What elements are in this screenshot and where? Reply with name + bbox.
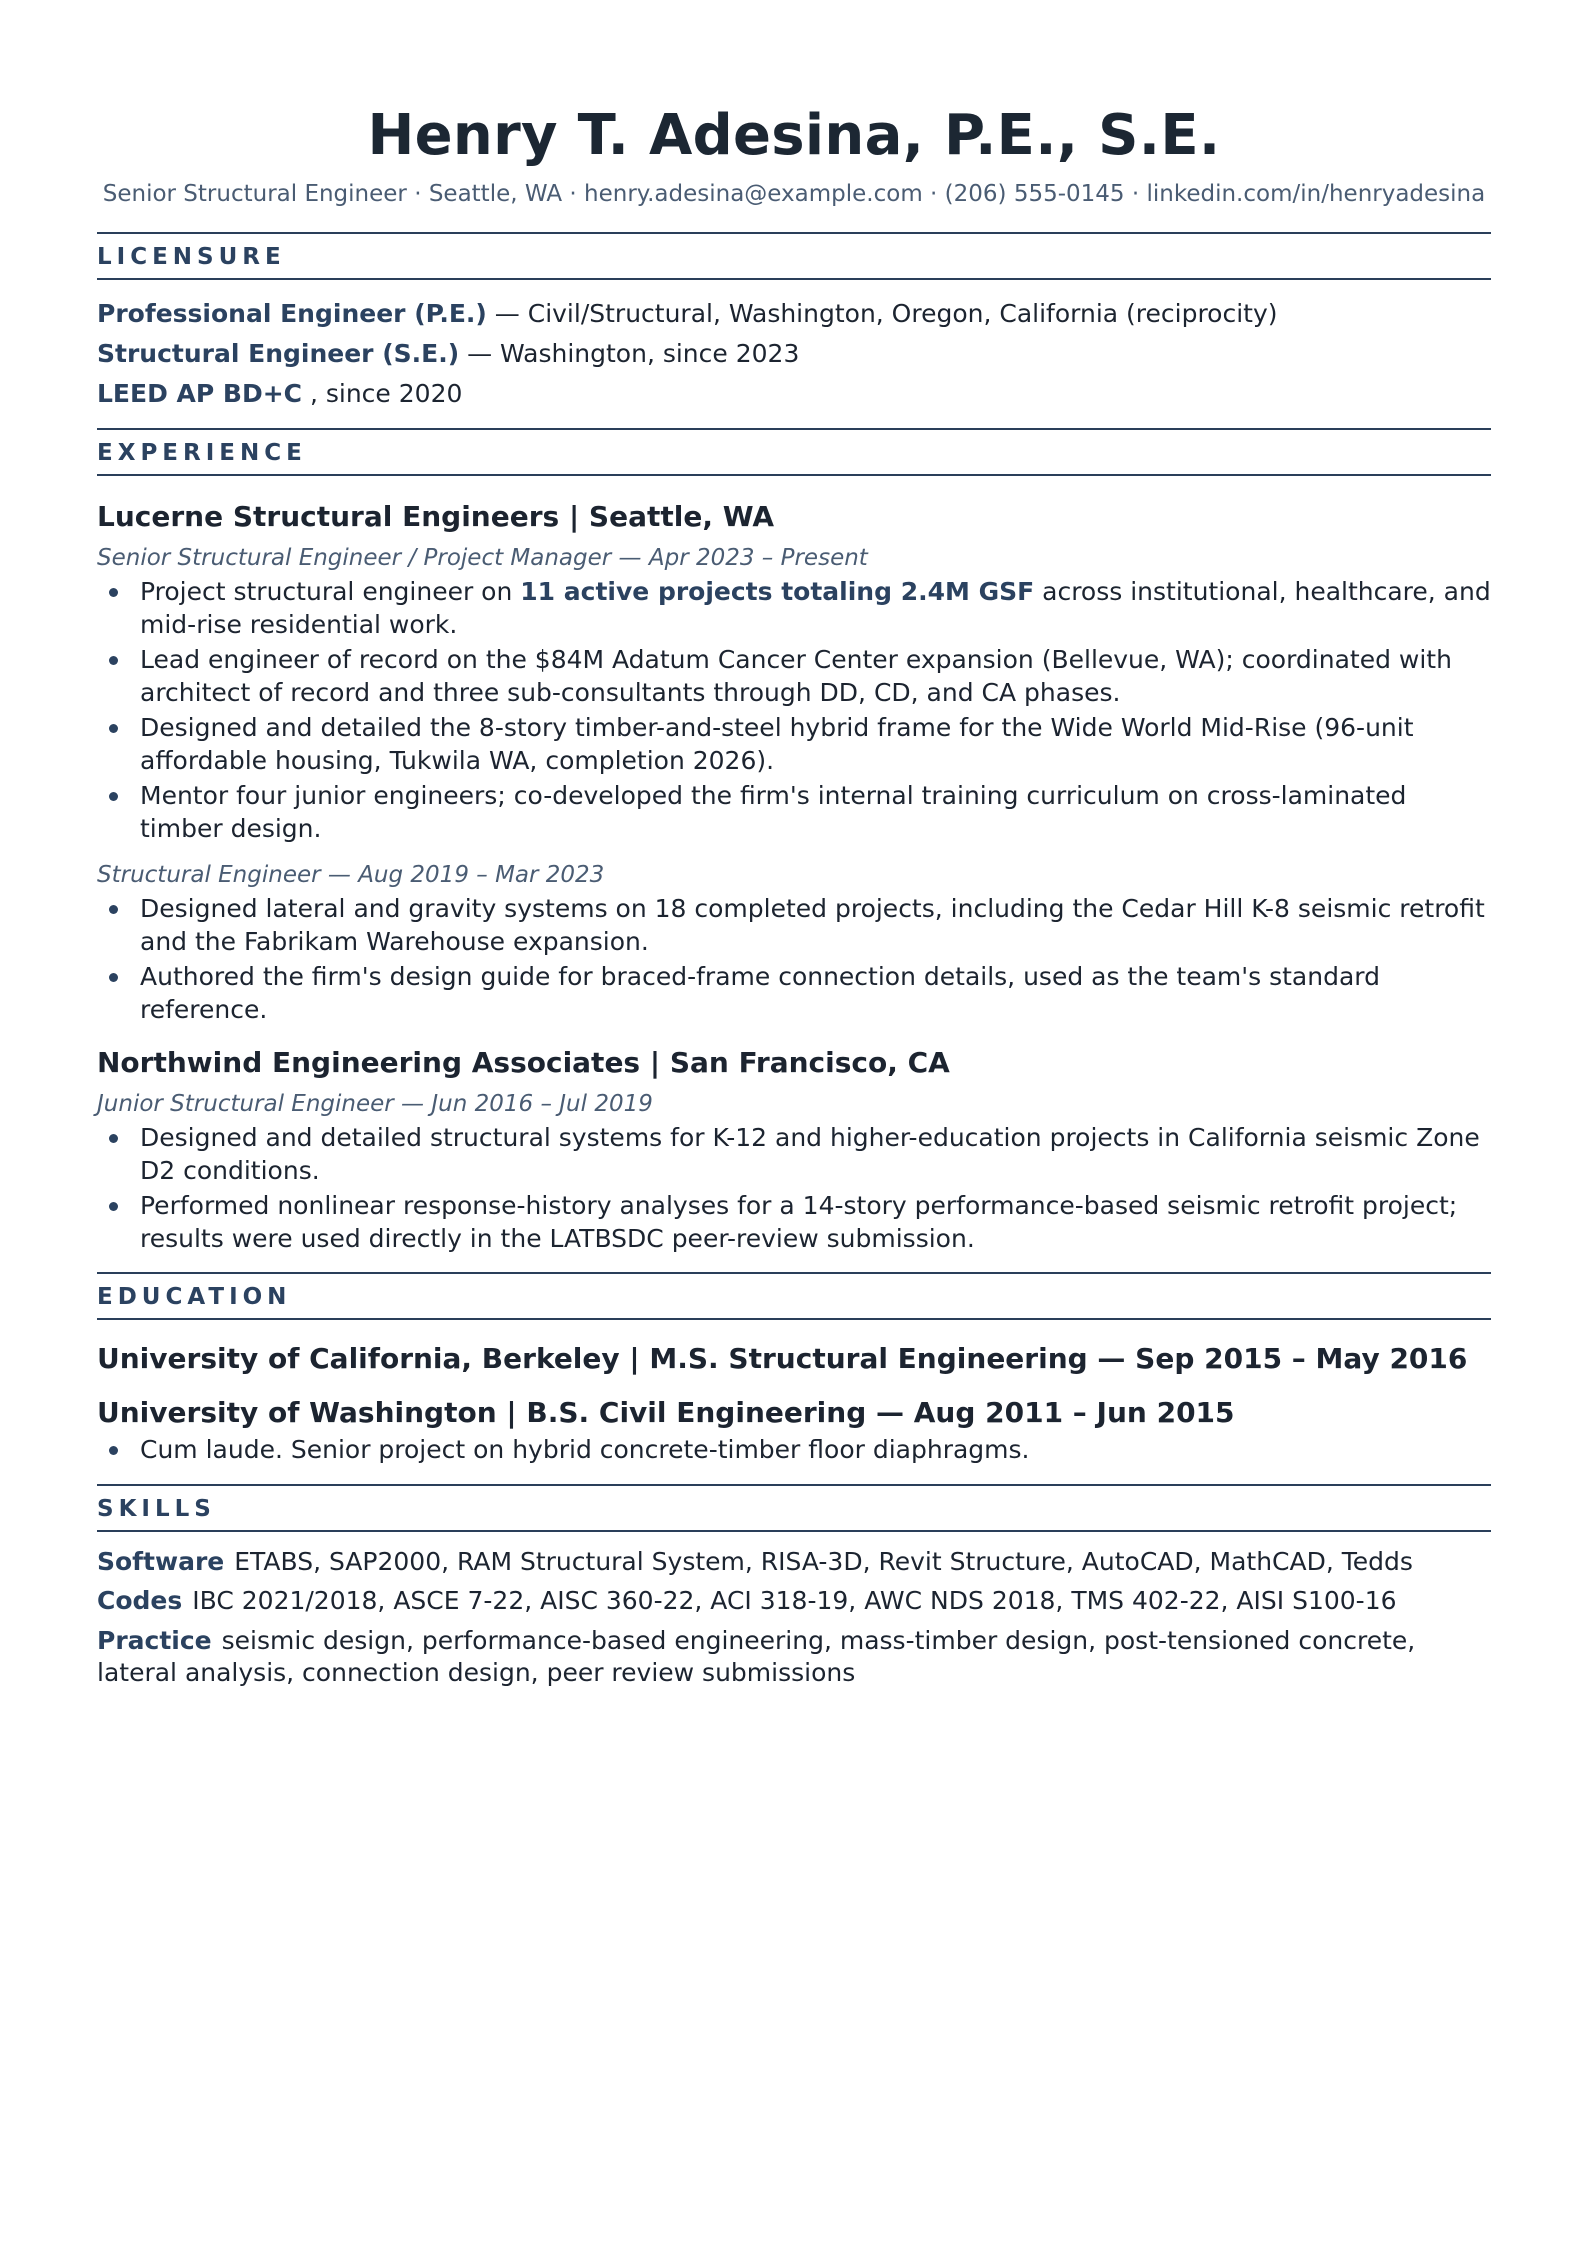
education-section [97, 1320, 1491, 1484]
skills-section-header [97, 1484, 1491, 1532]
license-item [97, 294, 1491, 334]
candidate-name: Henry T. Adesina, P.E., S.E. [367, 103, 1221, 168]
education-entry: University of California, Berkeley | M.S. Structural Engineering — Sep 2015 – May 2016 [97, 1342, 1468, 1375]
licensure-section [97, 280, 1491, 428]
skill-row-software [97, 1546, 1491, 1579]
list-item: Designed lateral and gravity systems on 18 completed projects, including the Cedar Hill K-8 seismic retrofit and the Fabrikam Warehouse expansion. [140, 893, 1491, 958]
bullet-text: Project structural engineer on [140, 577, 521, 606]
license-name: Structural Engineer (S.E.) [97, 339, 460, 368]
license-detail: — Civil/Structural, Washington, Oregon, California (reciprocity) [486, 299, 1278, 328]
list-item [140, 576, 1491, 641]
bullet-list [97, 576, 1491, 845]
section-title-licensure: LICENSURE [97, 244, 286, 270]
list-item: Cum laude. Senior project on hybrid concrete-timber floor diaphragms. [140, 1434, 1491, 1467]
skills-section [97, 1532, 1491, 1711]
skill-label: Software [97, 1546, 225, 1576]
section-title-education: EDUCATION [97, 1284, 292, 1310]
job-company: Lucerne Structural Engineers | Seattle, WA [97, 500, 775, 533]
skill-values: seismic design, performance-based engineering, mass-timber design, post-tensioned concrete, lateral analysis, connection design, peer review submissions [97, 1625, 1416, 1687]
skill-label: Practice [97, 1625, 212, 1655]
license-detail: — Washington, since 2023 [459, 339, 800, 368]
list-item: Designed and detailed the 8-story timber-and-steel hybrid frame for the Wide World Mid-Rise (96-unit affordable housing, Tukwila WA, completion 2026). [140, 712, 1491, 777]
skill-row-codes [97, 1585, 1491, 1618]
bullet-list [97, 893, 1491, 1026]
skill-values: ETABS, SAP2000, RAM Structural System, RISA-3D, Revit Structure, AutoCAD, MathCAD, Tedds [234, 1546, 1413, 1576]
bullet-list [97, 1122, 1491, 1255]
job-role: Structural Engineer — Aug 2019 – Mar 2023 [97, 862, 605, 888]
list-item: Designed and detailed structural systems for K-12 and higher-education projects in California seismic Zone D2 conditions. [140, 1122, 1491, 1187]
job-role: Senior Structural Engineer / Project Manager — Apr 2023 – Present [97, 545, 868, 571]
job-role: Junior Structural Engineer — Jun 2016 – Jul 2019 [97, 1091, 653, 1117]
licensure-section-header [97, 232, 1491, 280]
license-item [97, 334, 1491, 374]
list-item: Lead engineer of record on the $84M Adatum Cancer Center expansion (Bellevue, WA); coordinated with architect of record and three sub-consultants through DD, CD, and CA phases. [140, 644, 1491, 709]
education-entry: University of Washington | B.S. Civil Engineering — Aug 2011 – Jun 2015 [97, 1396, 1235, 1429]
list-item: Mentor four junior engineers; co-developed the firm's internal training curriculum on cross-laminated timber design. [140, 780, 1491, 845]
section-title-skills: SKILLS [97, 1495, 216, 1522]
experience-section-header [97, 428, 1491, 476]
experience-section [97, 476, 1491, 1272]
list-item: Performed nonlinear response-history analyses for a 14-story performance-based seismic retrofit project; results were used directly in the LATBSDC peer-review submission. [140, 1190, 1491, 1255]
highlight-text: 11 active projects totaling 2.4M GSF [520, 577, 1035, 606]
skill-row-practice [97, 1625, 1491, 1690]
contact-line: Senior Structural Engineer · Seattle, WA · henry.adesina@example.com · (206) 555-0145 · linkedin.com/in/henryadesina [102, 181, 1486, 207]
skill-label: Codes [97, 1586, 183, 1615]
section-title-experience: EXPERIENCE [97, 440, 307, 466]
license-item [97, 374, 1491, 414]
skill-values: IBC 2021/2018, ASCE 7-22, AISC 360-22, ACI 318-19, AWC NDS 2018, TMS 402-22, AISI S100-16 [192, 1586, 1397, 1615]
job-company: Northwind Engineering Associates | San Francisco, CA [97, 1046, 950, 1079]
license-name: Professional Engineer (P.E.) [97, 299, 487, 328]
bullet-text: across institutional, healthcare, and mid-rise residential work. [140, 577, 1491, 639]
license-detail: , since 2020 [302, 379, 463, 408]
list-item: Authored the firm's design guide for braced-frame connection details, used as the team's standard reference. [140, 961, 1491, 1026]
bullet-list [97, 1434, 1491, 1467]
education-section-header [97, 1272, 1491, 1320]
license-name: LEED AP BD+C [97, 379, 303, 408]
